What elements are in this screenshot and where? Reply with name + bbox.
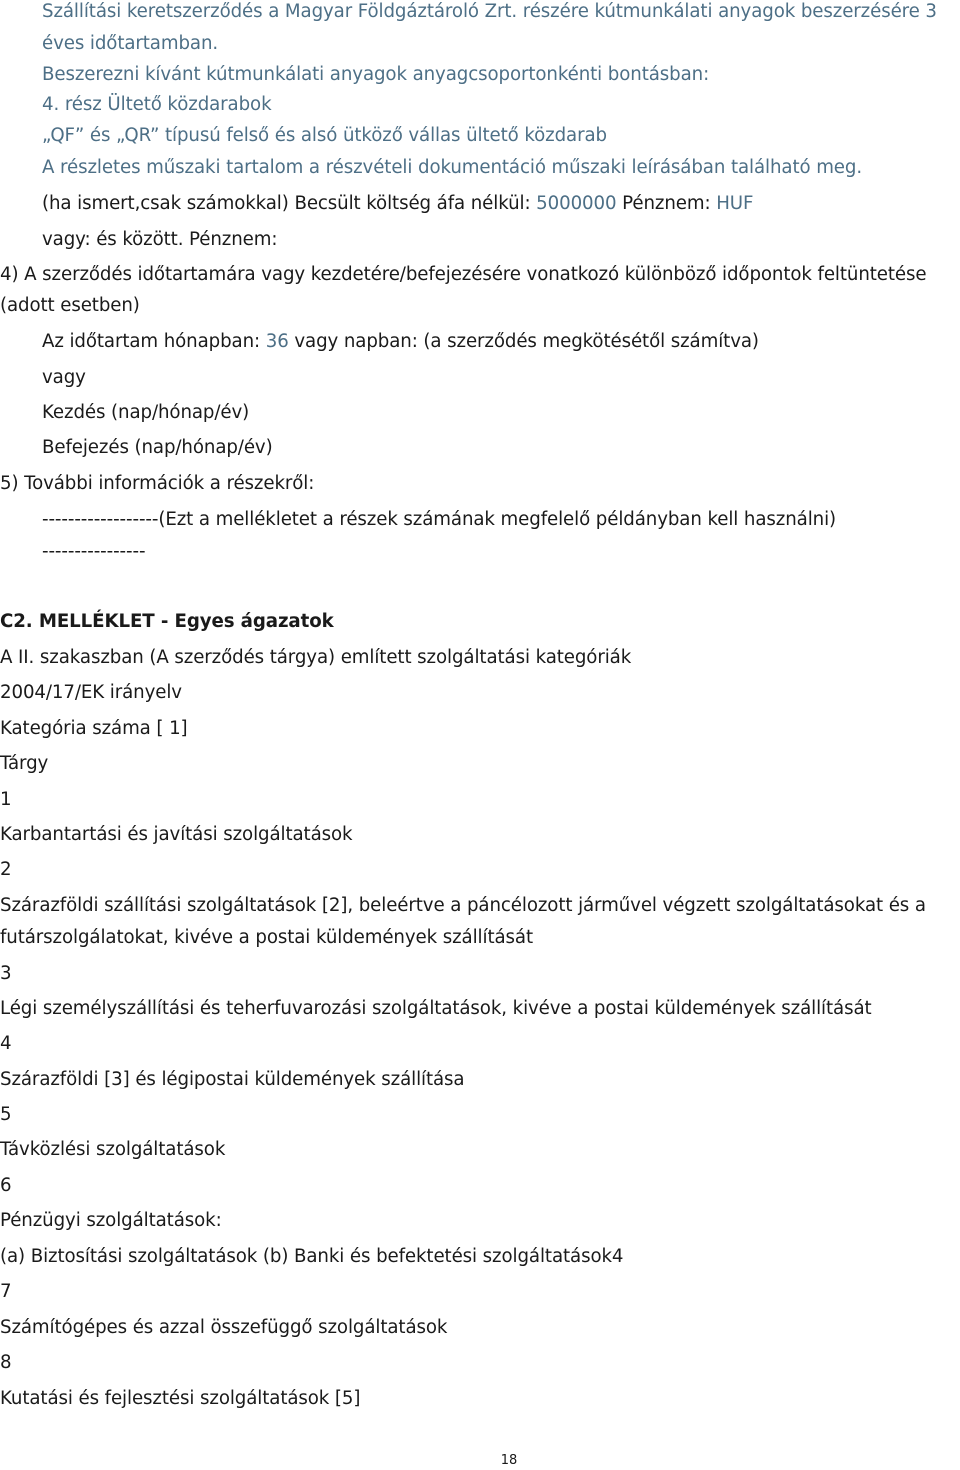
category-5-text: Távközlési szolgáltatások <box>0 1139 226 1160</box>
duration-end: Befejezés (nap/hónap/év) <box>42 437 273 458</box>
procurement-scope-line: Beszerezni kívánt kútmunkálati anyagok anyagcsoportonkénti bontásban: <box>42 64 710 85</box>
parts-info-note-line-1: ------------------(Ezt a mellékletet a részek számának megfelelő példányban kell használni) <box>42 509 837 530</box>
duration-days-label: vagy napban: (a szerződés megkötésétől számítva) <box>288 331 759 352</box>
category-6-number: 6 <box>0 1175 12 1196</box>
duration-heading-line-2: (adott esetben) <box>0 295 140 316</box>
category-7-text: Számítógépes és azzal összefüggő szolgáltatások <box>0 1317 448 1338</box>
currency-value: HUF <box>716 193 754 214</box>
duration-heading-line-1: 4) A szerződés időtartamára vagy kezdetére/befejezésére vonatkozó különböző időpontok feltüntetése <box>0 264 927 285</box>
category-6-text: Pénzügyi szolgáltatások: <box>0 1210 222 1231</box>
estimated-cost-label: (ha ismert,csak számokkal) Becsült költség áfa nélkül: <box>42 193 537 214</box>
category-3-number: 3 <box>0 963 12 984</box>
estimated-cost-line <box>42 192 753 216</box>
category-2-number: 2 <box>0 859 12 880</box>
page-number: 18 <box>500 1453 518 1468</box>
category-1-number: 1 <box>0 789 12 810</box>
category-4-number: 4 <box>0 1033 12 1054</box>
part-title: 4. rész Ültető közdarabok <box>42 94 272 115</box>
annex-title: C2. MELLÉKLET - Egyes ágazatok <box>0 611 334 632</box>
cost-range-line: vagy: és között. Pénznem: <box>42 229 278 250</box>
tender-title-line-2: éves időtartamban. <box>42 33 219 54</box>
duration-start: Kezdés (nap/hónap/év) <box>42 402 250 423</box>
directive-reference: 2004/17/EK irányelv <box>0 682 182 703</box>
duration-or: vagy <box>42 367 86 388</box>
category-2-text-line-2: futárszolgálatokat, kivéve a postai küldemények szállítását <box>0 927 533 948</box>
category-8-text: Kutatási és fejlesztési szolgáltatások [5] <box>0 1388 361 1409</box>
category-5-number: 5 <box>0 1104 12 1125</box>
annex-intro: A II. szakaszban (A szerződés tárgya) említett szolgáltatási kategóriák <box>0 647 632 668</box>
technical-content-note: A részletes műszaki tartalom a részvételi dokumentáció műszaki leírásában található meg. <box>42 157 863 178</box>
category-8-number: 8 <box>0 1352 12 1373</box>
duration-months-value: 36 <box>265 331 289 352</box>
category-2-text-line-1: Szárazföldi szállítási szolgáltatások [2], beleértve a páncélozott járművel végzett szolgáltatásokat és a <box>0 895 926 916</box>
currency-label: Pénznem: <box>616 193 717 214</box>
category-7-number: 7 <box>0 1281 12 1302</box>
parts-info-note-line-2: ---------------- <box>42 541 146 562</box>
subject-heading: Tárgy <box>0 753 49 774</box>
parts-info-heading: 5) További információk a részekről: <box>0 473 315 494</box>
category-1-text: Karbantartási és javítási szolgáltatások <box>0 824 353 845</box>
part-item-description: „QF” és „QR” típusú felső és alsó ütköző vállas ültető közdarab <box>42 125 607 146</box>
category-3-text: Légi személyszállítási és teherfuvarozási szolgáltatások, kivéve a postai küldemények szállítását <box>0 998 872 1019</box>
category-4-text: Szárazföldi [3] és légipostai küldemények szállítása <box>0 1069 465 1090</box>
category-6-subtext: (a) Biztosítási szolgáltatások (b) Banki és befektetési szolgáltatások4 <box>0 1246 624 1267</box>
duration-months-label: Az időtartam hónapban: <box>42 331 266 352</box>
estimated-cost-amount: 5000000 <box>536 193 617 214</box>
duration-months-line <box>42 330 759 354</box>
category-number-heading: Kategória száma [ 1] <box>0 718 188 739</box>
tender-title-line-1: Szállítási keretszerződés a Magyar Földgáztároló Zrt. részére kútmunkálati anyagok beszerzésére 3 <box>42 1 937 22</box>
